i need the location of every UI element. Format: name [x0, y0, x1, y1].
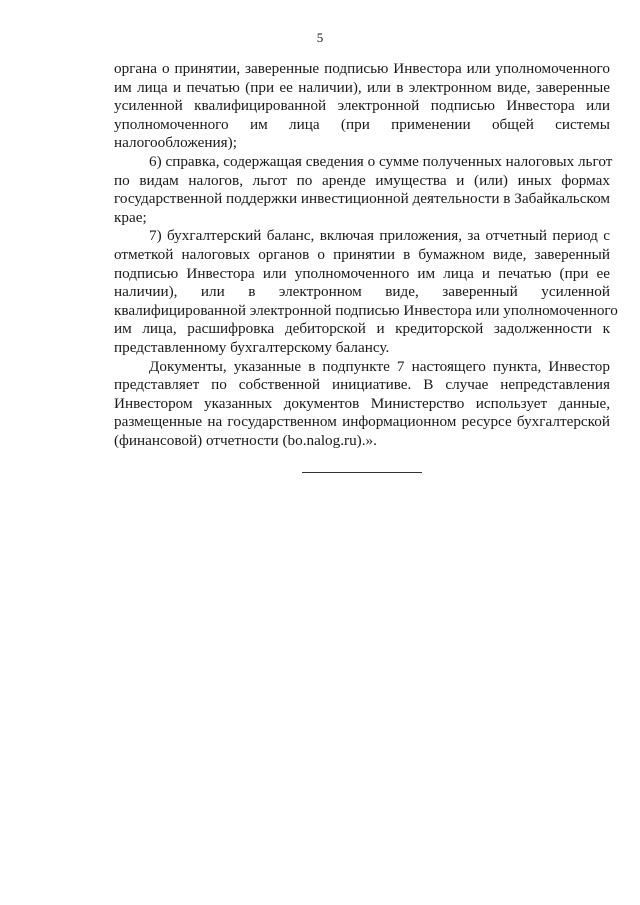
text-line: по видам налогов, льгот по аренде имущества и (или) иных формах: [114, 171, 610, 189]
text-line: 7) бухгалтерский баланс, включая приложения, за отчетный период с: [149, 227, 610, 245]
text-line: 6) справка, содержащая сведения о сумме полученных налоговых льгот: [149, 152, 613, 170]
text-line: им лица, расшифровка дебиторской и кредиторской задолженности к: [114, 320, 610, 338]
text-line: уполномоченного им лица (при применении общей системы: [114, 115, 610, 133]
text-line: органа о принятии, заверенные подписью Инвестора или уполномоченного: [114, 60, 610, 77]
text-line: отметкой налоговых органов о принятии в бумажном виде, заверенный: [114, 245, 610, 263]
text-line: наличии), или в электронном виде, заверенный усиленной: [114, 283, 610, 301]
paragraph-continuation: [114, 60, 610, 153]
text-line: государственной поддержки инвестиционной деятельности в Забайкальском: [114, 190, 610, 208]
paragraph-item-7: [114, 227, 618, 357]
text-line: им лица и печатью (при ее наличии), или в электронном виде, заверенные: [114, 78, 610, 96]
paragraph-item-6: [114, 152, 613, 227]
text-line: квалифицированной электронной подписью Инвестора или уполномоченного: [114, 301, 618, 319]
page-number: 5: [316, 30, 324, 45]
text-line: Документы, указанные в подпункте 7 настоящего пункта, Инвестор: [149, 357, 610, 375]
text-line: подписью Инвестора или уполномоченного им лица и печатью (при ее: [114, 264, 610, 282]
end-separator-line: [302, 472, 422, 473]
text-line: крае;: [114, 208, 147, 226]
text-line: (финансовой) отчетности (bo.nalog.ru).».: [114, 431, 377, 449]
document-body: [114, 60, 618, 450]
text-line: представляет по собственной инициативе. В случае непредставления: [114, 376, 610, 394]
text-line: усиленной квалифицированной электронной подписью Инвестора или: [114, 97, 610, 115]
text-line: Инвестором указанных документов Министерство использует данные,: [114, 394, 610, 412]
paragraph-documents-note: [114, 358, 610, 451]
text-line: размещенные на государственном информационном ресурсе бухгалтерской: [114, 413, 610, 431]
text-line: представленному бухгалтерскому балансу.: [114, 338, 390, 356]
text-line: налогообложения);: [114, 134, 237, 152]
